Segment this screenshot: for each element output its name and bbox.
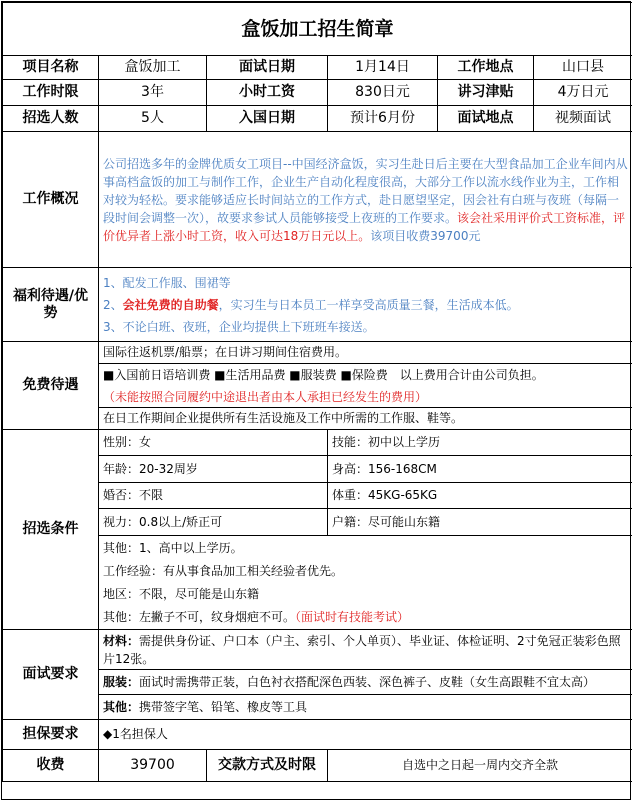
headcount-value: 5人 — [99, 106, 207, 132]
overview-text-salary: 该会社采用评价式工资标准，评价优异者上涨小时工资，收入可达18万日元以上。 — [103, 211, 625, 243]
welfare-label: 福利待遇/优势 — [3, 268, 99, 342]
hourly-wage-label: 小时工资 — [207, 80, 328, 106]
payment-label: 交款方式及时限 — [207, 750, 328, 782]
welfare-text — [99, 268, 632, 342]
free-line-1: 国际往返机票/船票；在日讲习期间住宿费用。 — [99, 342, 632, 364]
condition-other-4: 其他：左撇子不可，纹身烟疤不可。（面试时有技能考试） — [103, 606, 628, 629]
work-term-value: 3年 — [99, 80, 207, 106]
project-name-label: 项目名称 — [3, 56, 99, 80]
condition-skill: 技能：初中以上学历 — [328, 430, 632, 456]
condition-gender: 性别：女 — [99, 430, 328, 456]
conditions-label: 招选条件 — [3, 430, 99, 630]
work-location-label: 工作地点 — [438, 56, 534, 80]
condition-others — [99, 536, 632, 630]
interview-location-label: 面试地点 — [438, 106, 534, 132]
interview-materials: 材料：需提供身份证、户口本（户主、索引、个人单页）、毕业证、体检证明、2寸免冠正装彩色照片12张。 — [99, 630, 632, 670]
free-line-4: 在日工作期间企业提供所有生活设施及工作中所需的工作服、鞋等。 — [99, 408, 632, 430]
guarantee-text: ◆1名担保人 — [99, 720, 632, 750]
interview-dress: 服装：面试时需携带正装，白色衬衣搭配深色西装、深色裤子、皮鞋（女生高跟鞋不宜太高） — [99, 670, 632, 695]
entry-date-value: 预计6月份 — [328, 106, 438, 132]
interview-req-label: 面试要求 — [3, 630, 99, 720]
condition-married: 婚否：不限 — [99, 483, 328, 509]
condition-hukou: 户籍：尽可能山东籍 — [328, 509, 632, 536]
payment-text: 自选中之日起一周内交齐全款 — [328, 750, 632, 782]
recruitment-table — [2, 2, 632, 782]
project-name-value: 盒饭加工 — [99, 56, 207, 80]
welfare-item-1: 1、配发工作服、围裙等 — [103, 272, 628, 294]
fee-label: 收费 — [3, 750, 99, 782]
work-term-label: 工作时限 — [3, 80, 99, 106]
condition-weight: 体重：45KG-65KG — [328, 483, 632, 509]
hourly-wage-value: 830日元 — [328, 80, 438, 106]
fee-value: 39700 — [99, 750, 207, 782]
recruitment-sheet — [1, 1, 631, 800]
condition-other-2: 工作经验：有从事食品加工相关经验者优先。 — [103, 560, 628, 583]
overview-text-main: 公司招选多年的金牌优质女工项目--中国经济盒饭，实习生赴日后主要在大型食品加工企业车间内从事高档盒饭的加工与制作工作，企业生产自动化程度很高，大部分工作以流水线作业为主，工作相对较为轻松。要求能够适应长时间站立的工作方式，赴日愿望坚定，因会社有白班与夜班（每隔一段时间会调整一次），故要求参试人员能够接受上夜班的工作要求。 — [103, 157, 628, 225]
condition-height: 身高：156-168CM — [328, 456, 632, 483]
condition-age: 年龄：20-32周岁 — [99, 456, 328, 483]
guarantee-label: 担保要求 — [3, 720, 99, 750]
overview-text — [99, 132, 632, 268]
welfare-item-3: 3、不论白班、夜班，企业均提供上下班班车接送。 — [103, 316, 628, 338]
work-location-value: 山口县 — [534, 56, 632, 80]
headcount-label: 招选人数 — [3, 106, 99, 132]
overview-label: 工作概况 — [3, 132, 99, 268]
condition-other-3: 地区：不限，尽可能是山东籍 — [103, 583, 628, 606]
free-benefits-label: 免费待遇 — [3, 342, 99, 430]
condition-vision: 视力：0.8以上/矫正可 — [99, 509, 328, 536]
interview-location-value: 视频面试 — [534, 106, 632, 132]
free-line-3: （未能按照合同履约中途退出者由本人承担已经发生的费用） — [99, 388, 632, 408]
interview-other: 其他：携带签字笔、铅笔、橡皮等工具 — [99, 695, 632, 720]
training-allowance-value: 4万日元 — [534, 80, 632, 106]
training-allowance-label: 讲习津贴 — [438, 80, 534, 106]
welfare-item-2: 2、会社免费的自助餐，实习生与日本员工一样享受高质量三餐，生活成本低。 — [103, 294, 628, 316]
interview-date-value: 1月14日 — [328, 56, 438, 80]
condition-other-1: 其他：1、高中以上学历。 — [103, 537, 628, 560]
interview-date-label: 面试日期 — [207, 56, 328, 80]
entry-date-label: 入国日期 — [207, 106, 328, 132]
free-line-2: ■入国前日语培训费 ■生活用品费 ■服装费 ■保险费 以上费用合计由公司负担。 — [99, 364, 632, 388]
overview-text-fee: 该项目收费39700元 — [370, 229, 480, 243]
page-title: 盒饭加工招生简章 — [3, 3, 632, 56]
